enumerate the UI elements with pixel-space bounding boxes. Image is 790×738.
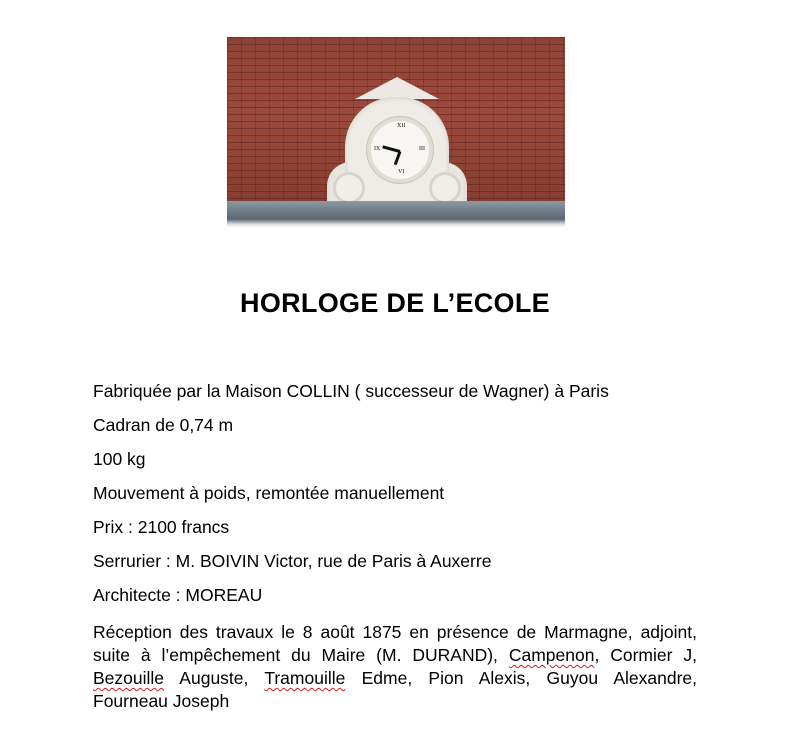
dormer-roof	[355, 77, 439, 99]
roof-gutter	[227, 201, 565, 227]
scroll-ornament-left	[333, 172, 365, 204]
detail-locksmith: Serrurier : M. BOIVIN Victor, rue de Paris à Auxerre	[93, 551, 492, 571]
paragraph-text: Réception des travaux le 8 août 1875 en présence de Marmagne, adjoint, suite à l’empêchement du Maire (M. DURAND),	[93, 622, 697, 665]
clock-face-icon: XII III VI IX	[367, 117, 433, 183]
detail-architect: Architecte : MOREAU	[93, 585, 263, 605]
detail-dial-size: Cadran de 0,74 m	[93, 415, 234, 435]
detail-maker: Fabriquée par la Maison COLLIN ( successeur de Wagner) à Paris	[93, 381, 609, 401]
reception-paragraph	[93, 621, 697, 713]
paragraph-text: Edme, Pion Alexis, Guyou Alexandre, Fourneau Joseph	[93, 668, 697, 711]
spellcheck-word[interactable]: Tramouille	[264, 668, 346, 688]
spellcheck-word[interactable]: Bezouille	[93, 668, 165, 688]
details-list	[93, 381, 697, 619]
spellcheck-word[interactable]: Campenon	[508, 645, 595, 665]
detail-movement: Mouvement à poids, remontée manuellement	[93, 483, 445, 503]
detail-price: Prix : 2100 francs	[93, 517, 230, 537]
page-title: HORLOGE DE L’ECOLE	[240, 288, 550, 318]
detail-weight: 100 kg	[93, 449, 146, 469]
paragraph-text: Auguste,	[164, 668, 265, 688]
clock-hour-hand	[394, 151, 402, 165]
clock-photo	[227, 37, 565, 227]
scroll-ornament-right	[429, 172, 461, 204]
paragraph-text: , Cormier J,	[594, 645, 697, 665]
